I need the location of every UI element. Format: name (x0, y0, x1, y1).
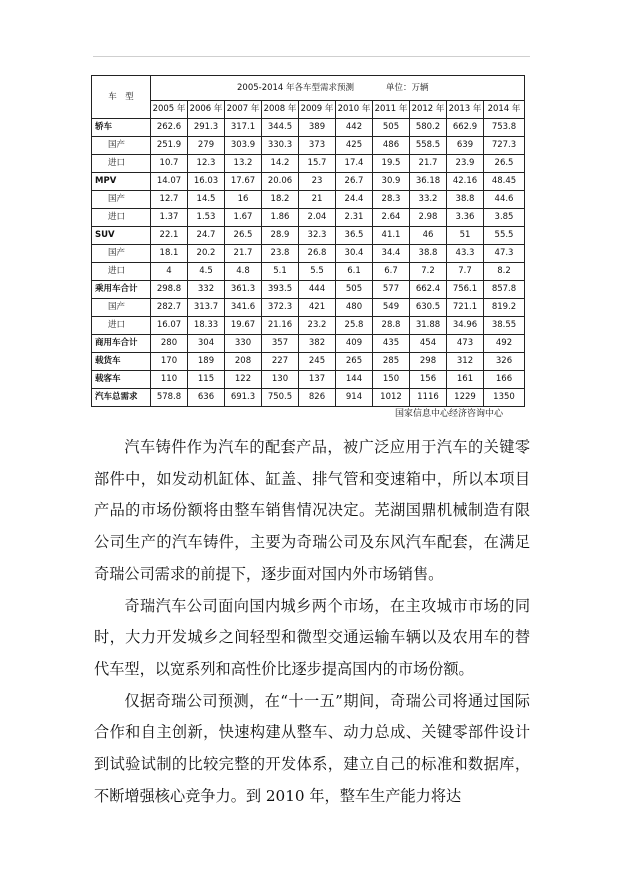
table-cell: 1.86 (262, 209, 299, 227)
table-cell: 23.2 (299, 317, 336, 335)
table-cell: 36.18 (410, 173, 447, 191)
table-cell: 578.8 (151, 389, 188, 407)
table-cell: 20.06 (262, 173, 299, 191)
table-cell: 486 (373, 137, 410, 155)
table-cell: 42.16 (447, 173, 484, 191)
table-cell: 15.7 (299, 155, 336, 173)
table-cell: 330.3 (262, 137, 299, 155)
body-text (94, 432, 530, 812)
table-cell: 7.7 (447, 263, 484, 281)
table-cell: 691.3 (225, 389, 262, 407)
row-label: SUV (92, 227, 151, 245)
table-cell: 291.3 (188, 119, 225, 137)
table-cell: 756.1 (447, 281, 484, 299)
table-cell: 14.07 (151, 173, 188, 191)
table-cell: 630.5 (410, 299, 447, 317)
table-row (92, 245, 525, 263)
table-cell: 18.33 (188, 317, 225, 335)
table-cell: 382 (299, 335, 336, 353)
table-cell: 636 (188, 389, 225, 407)
table-cell: 332 (188, 281, 225, 299)
table-row (92, 119, 525, 137)
table-cell: 30.9 (373, 173, 410, 191)
paragraph: 奇瑞汽车公司面向国内城乡两个市场，在主攻城市市场的同时，大力开发城乡之间轻型和微型交通运输车辆以及农用车的替代车型，以宽系列和高性价比逐步提高国内的市场份额。 (94, 596, 530, 678)
table-cell: 389 (299, 119, 336, 137)
table-row (92, 353, 525, 371)
page-header-rule (93, 56, 530, 57)
vehicle-demand-forecast-table (91, 75, 525, 407)
year-header: 2008 年 (262, 101, 299, 119)
table-cell: 24.4 (336, 191, 373, 209)
paragraph: 汽车铸件作为汽车的配套产品，被广泛应用于汽车的关键零部件中，如发动机缸体、缸盖、排气管和变速箱中，所以本项目产品的市场份额将由整车销售情况决定。芜湖国鼎机械制造有限公司生产的汽车铸件，主要为奇瑞公司及东风汽车配套，在满足奇瑞公司需求的前提下，逐步面对国内外市场销售。 (94, 438, 530, 583)
table-cell: 156 (410, 371, 447, 389)
table-row (92, 263, 525, 281)
year-header: 2006 年 (188, 101, 225, 119)
table-row (92, 209, 525, 227)
table-cell: 51 (447, 227, 484, 245)
table-cell: 44.6 (484, 191, 525, 209)
table-cell: 30.4 (336, 245, 373, 263)
table-cell: 1229 (447, 389, 484, 407)
table-cell: 1350 (484, 389, 525, 407)
table-cell: 313.7 (188, 299, 225, 317)
row-label: 汽车总需求 (92, 389, 151, 407)
table-cell: 16 (225, 191, 262, 209)
table-cell: 473 (447, 335, 484, 353)
table-cell: 558.5 (410, 137, 447, 155)
table-cell: 505 (336, 281, 373, 299)
table-cell: 857.8 (484, 281, 525, 299)
table-cell: 208 (225, 353, 262, 371)
table-cell: 19.67 (225, 317, 262, 335)
table-cell: 16.07 (151, 317, 188, 335)
table-cell: 130 (262, 371, 299, 389)
table-cell: 31.88 (410, 317, 447, 335)
table-cell: 285 (373, 353, 410, 371)
table-cell: 2.98 (410, 209, 447, 227)
row-label: 轿车 (92, 119, 151, 137)
table-cell: 444 (299, 281, 336, 299)
table-cell: 34.4 (373, 245, 410, 263)
table-cell: 330 (225, 335, 262, 353)
table-cell: 361.3 (225, 281, 262, 299)
table-cell: 19.5 (373, 155, 410, 173)
table-cell: 1.37 (151, 209, 188, 227)
table-row (92, 317, 525, 335)
row-label: 国产 (92, 299, 151, 317)
table-cell: 12.3 (188, 155, 225, 173)
table-cell: 298.8 (151, 281, 188, 299)
table-cell: 409 (336, 335, 373, 353)
row-label: 国产 (92, 191, 151, 209)
table-cell: 24.7 (188, 227, 225, 245)
table-row (92, 173, 525, 191)
table-row (92, 281, 525, 299)
table-cell: 36.5 (336, 227, 373, 245)
table-cell: 21.7 (410, 155, 447, 173)
table-cell: 26.8 (299, 245, 336, 263)
table-cell: 317.1 (225, 119, 262, 137)
table-cell: 279 (188, 137, 225, 155)
table-cell: 23.9 (447, 155, 484, 173)
table-cell: 421 (299, 299, 336, 317)
paragraph: 仅据奇瑞公司预测，在“十一五”期间，奇瑞公司将通过国际合作和自主创新，快速构建从整车、动力总成、关键零部件设计到试验试制的比较完整的开发体系，建立自己的标准和数据库，不断增强核心竞争力。到 2010 年，整车生产能力将达 (94, 691, 530, 805)
table-cell: 4.5 (188, 263, 225, 281)
year-header: 2005 年 (151, 101, 188, 119)
table-cell: 341.6 (225, 299, 262, 317)
table-cell: 577 (373, 281, 410, 299)
table-cell: 26.7 (336, 173, 373, 191)
table-cell: 5.1 (262, 263, 299, 281)
table-cell: 265 (336, 353, 373, 371)
table-cell: 21.7 (225, 245, 262, 263)
table-cell: 32.3 (299, 227, 336, 245)
table-cell: 43.3 (447, 245, 484, 263)
row-label: 进口 (92, 209, 151, 227)
table-cell: 425 (336, 137, 373, 155)
table-cell: 18.1 (151, 245, 188, 263)
table-row (92, 299, 525, 317)
table-cell: 826 (299, 389, 336, 407)
row-label: 载货车 (92, 353, 151, 371)
table-cell: 28.8 (373, 317, 410, 335)
table-cell: 435 (373, 335, 410, 353)
table-cell: 750.5 (262, 389, 299, 407)
table-cell: 245 (299, 353, 336, 371)
table-cell: 454 (410, 335, 447, 353)
table-cell: 6.1 (336, 263, 373, 281)
year-header: 2013 年 (447, 101, 484, 119)
table-cell: 38.8 (410, 245, 447, 263)
table-row (92, 389, 525, 407)
table-cell: 38.8 (447, 191, 484, 209)
table-cell: 2.31 (336, 209, 373, 227)
table-cell: 3.36 (447, 209, 484, 227)
table-cell: 23 (299, 173, 336, 191)
table-cell: 12.7 (151, 191, 188, 209)
table-cell: 4 (151, 263, 188, 281)
table-cell: 48.45 (484, 173, 525, 191)
table-cell: 21.16 (262, 317, 299, 335)
table-cell: 20.2 (188, 245, 225, 263)
table-row (92, 227, 525, 245)
table-cell: 17.67 (225, 173, 262, 191)
table-row (92, 137, 525, 155)
table-cell: 137 (299, 371, 336, 389)
row-label: 进口 (92, 263, 151, 281)
table-cell: 442 (336, 119, 373, 137)
table-row (92, 371, 525, 389)
table-cell: 161 (447, 371, 484, 389)
table-cell: 1.53 (188, 209, 225, 227)
table-cell: 480 (336, 299, 373, 317)
table-cell: 2.04 (299, 209, 336, 227)
table-cell: 170 (151, 353, 188, 371)
table-cell: 41.1 (373, 227, 410, 245)
table-cell: 28.9 (262, 227, 299, 245)
table-row (92, 335, 525, 353)
table-cell: 28.3 (373, 191, 410, 209)
table-cell: 18.2 (262, 191, 299, 209)
year-header: 2007 年 (225, 101, 262, 119)
table-cell: 662.9 (447, 119, 484, 137)
row-label: 乘用车合计 (92, 281, 151, 299)
table-cell: 326 (484, 353, 525, 371)
table-cell: 262.6 (151, 119, 188, 137)
table-cell: 3.85 (484, 209, 525, 227)
row-label: 载客车 (92, 371, 151, 389)
year-header: 2014 年 (484, 101, 525, 119)
table-cell: 25.8 (336, 317, 373, 335)
table-cell: 280 (151, 335, 188, 353)
table-cell: 727.3 (484, 137, 525, 155)
table-cell: 14.5 (188, 191, 225, 209)
table-cell: 373 (299, 137, 336, 155)
table-source: 国家信息中心经济咨询中心 (395, 409, 504, 419)
table-cell: 1116 (410, 389, 447, 407)
row-label: 国产 (92, 137, 151, 155)
table-cell: 38.55 (484, 317, 525, 335)
table-cell: 13.2 (225, 155, 262, 173)
table-cell: 303.9 (225, 137, 262, 155)
table-cell: 122 (225, 371, 262, 389)
table-title: 2005-2014 年各车型需求预测 (237, 83, 355, 93)
row-label: MPV (92, 173, 151, 191)
table-cell: 372.3 (262, 299, 299, 317)
table-cell: 4.8 (225, 263, 262, 281)
table-cell: 298 (410, 353, 447, 371)
table-cell: 580.2 (410, 119, 447, 137)
year-header: 2010 年 (336, 101, 373, 119)
table-cell: 1.67 (225, 209, 262, 227)
table-cell: 26.5 (225, 227, 262, 245)
table-cell: 6.7 (373, 263, 410, 281)
table-cell: 189 (188, 353, 225, 371)
table-cell: 753.8 (484, 119, 525, 137)
table-cell: 2.64 (373, 209, 410, 227)
table-cell: 8.2 (484, 263, 525, 281)
table-cell: 144 (336, 371, 373, 389)
table-cell: 23.8 (262, 245, 299, 263)
table-cell: 282.7 (151, 299, 188, 317)
table-cell: 166 (484, 371, 525, 389)
table-cell: 304 (188, 335, 225, 353)
table-cell: 110 (151, 371, 188, 389)
table-cell: 22.1 (151, 227, 188, 245)
table-cell: 393.5 (262, 281, 299, 299)
table-cell: 16.03 (188, 173, 225, 191)
row-label: 进口 (92, 317, 151, 335)
table-cell: 21 (299, 191, 336, 209)
table-cell: 34.96 (447, 317, 484, 335)
year-header: 2012 年 (410, 101, 447, 119)
year-header: 2009 年 (299, 101, 336, 119)
row-label: 进口 (92, 155, 151, 173)
row-label: 商用车合计 (92, 335, 151, 353)
table-cell: 914 (336, 389, 373, 407)
table-cell: 46 (410, 227, 447, 245)
table-row (92, 191, 525, 209)
table-cell: 47.3 (484, 245, 525, 263)
table-unit: 单位：万辆 (386, 83, 429, 93)
table-cell: 227 (262, 353, 299, 371)
table-cell: 819.2 (484, 299, 525, 317)
row-label: 国产 (92, 245, 151, 263)
table-cell: 492 (484, 335, 525, 353)
table-cell: 5.5 (299, 263, 336, 281)
table-title-cell (151, 76, 525, 101)
table-cell: 26.5 (484, 155, 525, 173)
table-cell: 312 (447, 353, 484, 371)
table-cell: 10.7 (151, 155, 188, 173)
table-cell: 1012 (373, 389, 410, 407)
table-cell: 55.5 (484, 227, 525, 245)
table-cell: 14.2 (262, 155, 299, 173)
table-cell: 549 (373, 299, 410, 317)
table-cell: 33.2 (410, 191, 447, 209)
table-cell: 150 (373, 371, 410, 389)
table-row (92, 155, 525, 173)
table-cell: 662.4 (410, 281, 447, 299)
table-cell: 639 (447, 137, 484, 155)
table-cell: 721.1 (447, 299, 484, 317)
vehicle-type-header: 车 型 (92, 76, 151, 119)
table-cell: 505 (373, 119, 410, 137)
table-cell: 17.4 (336, 155, 373, 173)
table-cell: 115 (188, 371, 225, 389)
year-header: 2011 年 (373, 101, 410, 119)
table-cell: 344.5 (262, 119, 299, 137)
table-cell: 357 (262, 335, 299, 353)
table-cell: 251.9 (151, 137, 188, 155)
table-cell: 7.2 (410, 263, 447, 281)
